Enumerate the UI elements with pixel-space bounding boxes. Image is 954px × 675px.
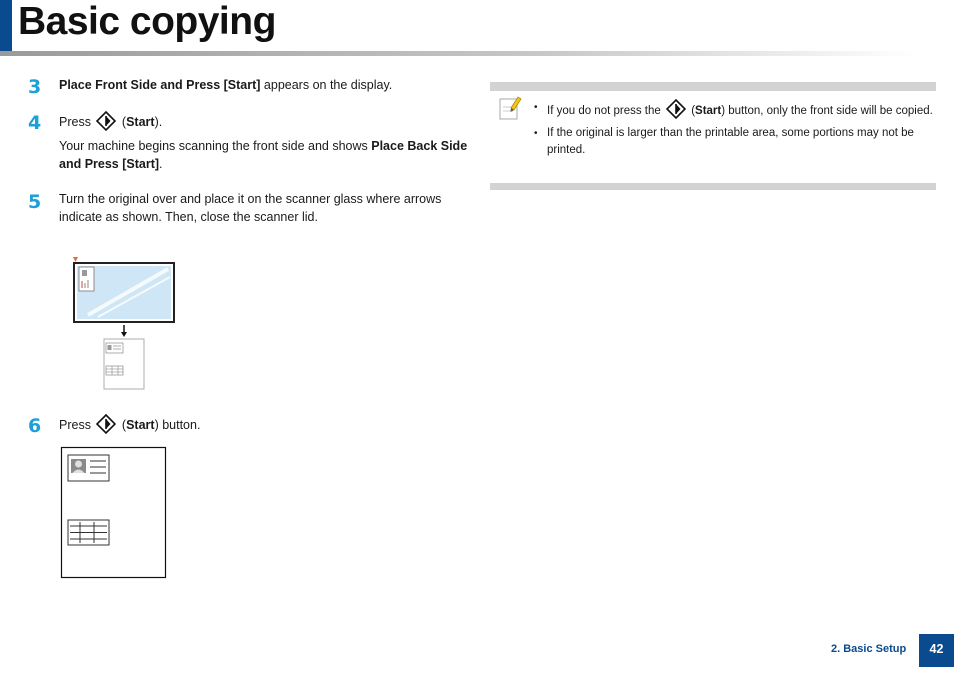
step-4-press: Press (59, 115, 91, 129)
start-icon (96, 111, 116, 131)
title-divider (0, 51, 915, 56)
page-title: Basic copying (18, 0, 276, 43)
step-4-text (59, 111, 479, 131)
title-accent-bar (0, 0, 12, 52)
step-5-line-2: indicate as shown. Then, close the scanner lid. (59, 210, 318, 224)
note-item-1 (534, 99, 934, 120)
note-item-1-post: ) button, only the front side will be copied. (721, 105, 933, 117)
step-6-paren: ( (118, 418, 127, 432)
step-5-number: 5 (28, 191, 42, 213)
step-4-start-label: Start (126, 115, 155, 129)
step-4-number: 4 (28, 112, 42, 134)
step-3-rest: appears on the display. (260, 78, 393, 92)
footer-section-link[interactable]: 2. Basic Setup (831, 643, 907, 655)
start-icon (666, 99, 686, 119)
step-6-close: ) button. (154, 418, 201, 432)
note-box (490, 82, 936, 190)
step-4-description (59, 137, 469, 173)
note-pencil-icon (498, 95, 522, 121)
note-list (534, 99, 934, 164)
note-item-1-bold: Start (695, 105, 722, 117)
copy-output-illustration (60, 446, 168, 580)
step-3-bold: Place Front Side and Press [Start] (59, 78, 261, 92)
step-6-number: 6 (28, 415, 42, 437)
step-4-paren: ( (118, 115, 127, 129)
step-6-text (59, 414, 479, 434)
scanner-glass-illustration (68, 255, 180, 395)
step-3-text (59, 76, 479, 94)
step-4-desc-bold: Place Back Side and Press [Start] (59, 139, 468, 171)
step-4-desc-post: . (159, 157, 163, 171)
note-item-2: • If the original is larger than the printable area, some portions may not be printed. (534, 125, 934, 159)
start-icon (96, 414, 116, 434)
page-number: 42 (919, 634, 954, 667)
step-4-close: ). (154, 115, 163, 129)
note-item-1-pre: If you do not press the (547, 105, 664, 117)
step-6-start-label: Start (126, 418, 155, 432)
step-3-number: 3 (28, 76, 42, 98)
step-5-line-1: Turn the original over and place it on the scanner glass where arrows (59, 192, 442, 206)
step-4-desc-pre: Your machine begins scanning the front side and shows (59, 139, 372, 153)
note-item-1-paren: ( (688, 105, 696, 117)
step-6-press: Press (59, 418, 91, 432)
